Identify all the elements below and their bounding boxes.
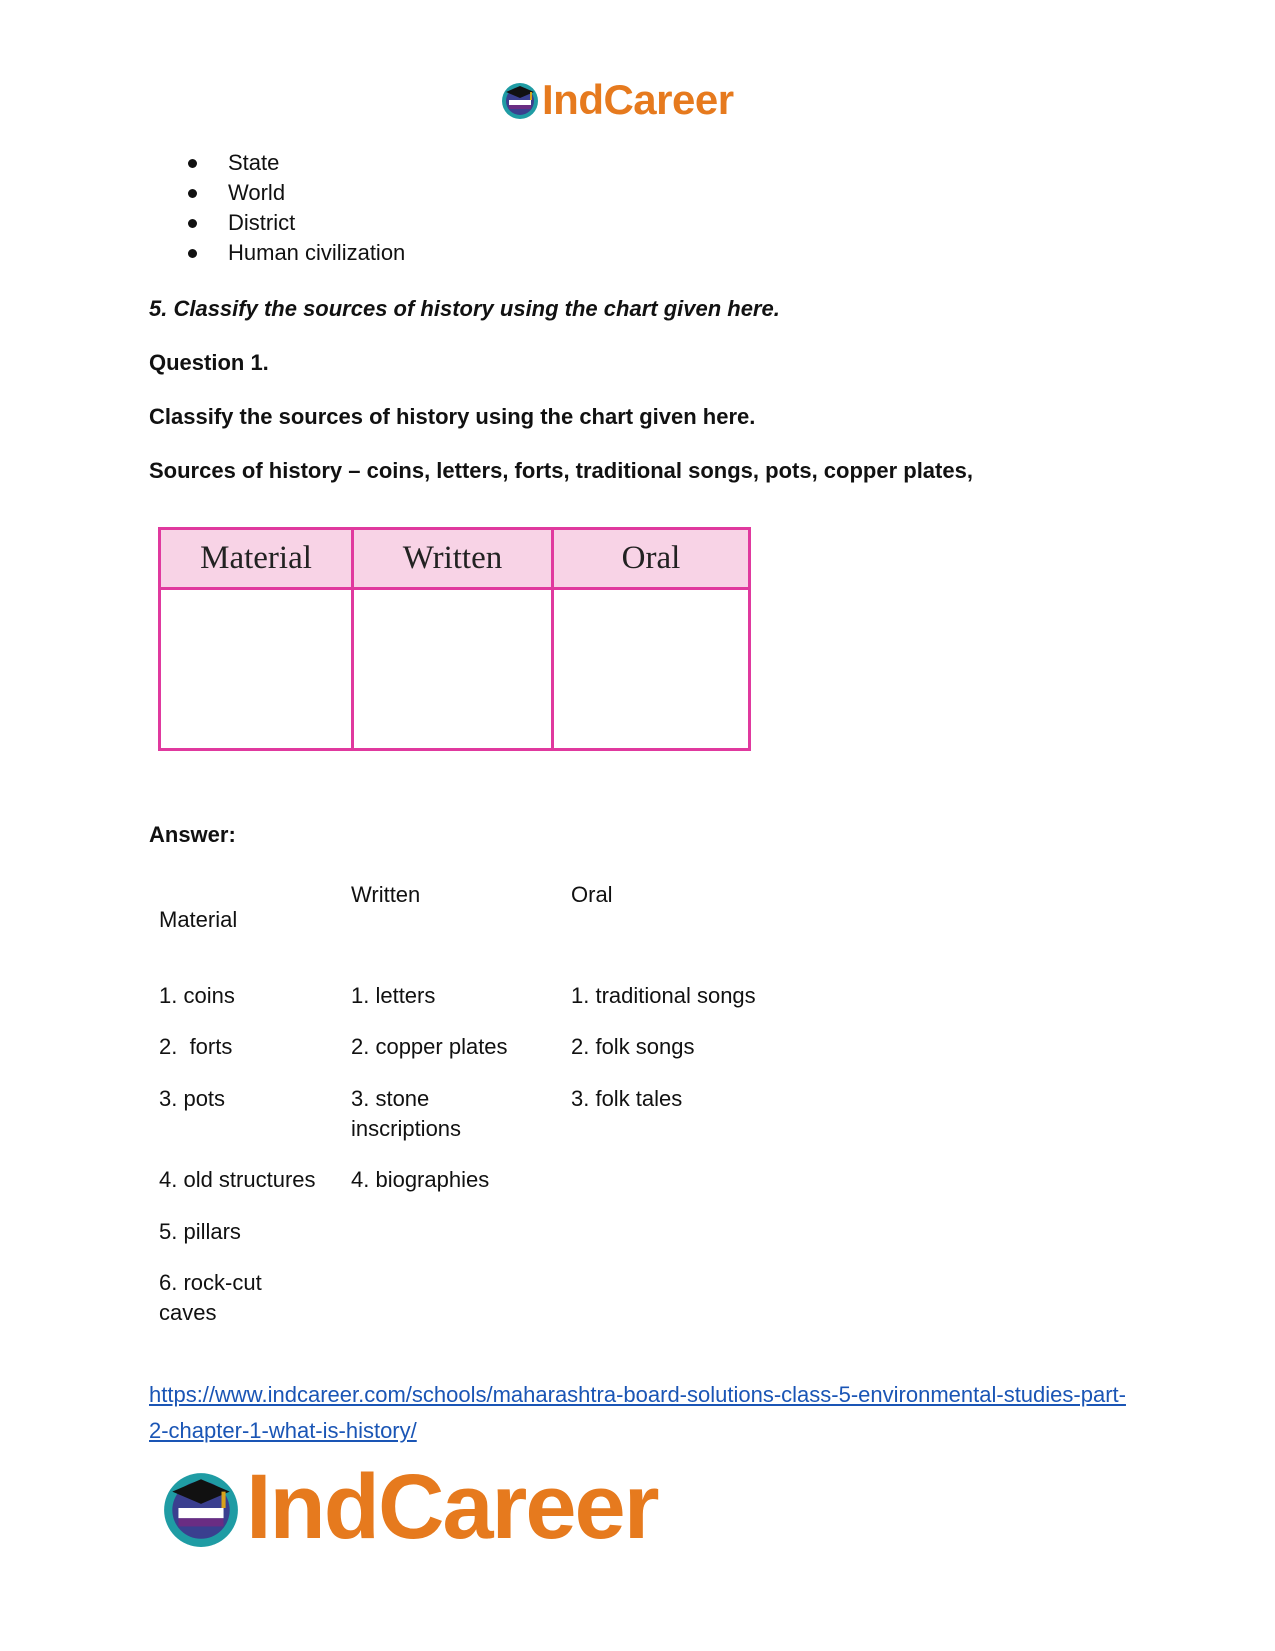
- oral-item: 1. traditional songs: [571, 983, 756, 1008]
- chart-header-material: Material: [160, 529, 353, 589]
- classification-chart: [158, 527, 751, 751]
- indcareer-logo-bottom: [160, 1455, 658, 1560]
- list-item: Human civilization: [188, 238, 405, 268]
- material-item: 3. pots: [159, 1086, 226, 1111]
- chart-cell-material: [160, 589, 353, 750]
- answer-header-oral: Oral: [571, 882, 613, 907]
- question-number: Question 1.: [149, 350, 269, 375]
- material-item: 1. coins: [159, 983, 235, 1008]
- answer-header-material: Material: [159, 907, 238, 932]
- source-link[interactable]: https://www.indcareer.com/schools/maharashtra-board-solutions-class-5-environmental-studies-part-2-chapter-1-what-is-history/: [149, 1382, 1126, 1443]
- list-item: State: [188, 148, 405, 178]
- oral-item: 2. folk songs: [571, 1034, 695, 1059]
- oral-item: 3. folk tales: [571, 1086, 683, 1111]
- answer-header-written: Written: [351, 882, 421, 907]
- question-text: Classify the sources of history using the chart given here.: [149, 404, 756, 429]
- list-item: District: [188, 208, 405, 238]
- sources-line: Sources of history – coins, letters, forts, traditional songs, pots, copper plates,: [149, 458, 973, 483]
- bullet-icon: [188, 159, 197, 168]
- answer-label: Answer:: [149, 822, 236, 847]
- bullet-icon: [188, 189, 197, 198]
- written-item: 4. biographies: [351, 1167, 490, 1192]
- chart-cell-oral: [553, 589, 750, 750]
- written-item: 3. stone inscriptions: [351, 1086, 462, 1141]
- logo-text: IndCareer: [246, 1456, 658, 1558]
- chart-cell-written: [353, 589, 553, 750]
- chart-header-oral: Oral: [553, 529, 750, 589]
- graduation-book-icon: [160, 1467, 242, 1549]
- material-item: 4. old structures: [159, 1167, 316, 1192]
- bullet-icon: [188, 219, 197, 228]
- list-item: World: [188, 178, 405, 208]
- written-item: 1. letters: [351, 983, 436, 1008]
- graduation-book-icon: [500, 80, 540, 120]
- material-item: 6. rock-cut caves: [159, 1270, 262, 1325]
- logo-text: IndCareer: [542, 76, 734, 123]
- indcareer-logo-top: [500, 76, 734, 124]
- question-heading: 5. Classify the sources of history using the chart given here.: [149, 296, 780, 321]
- bullet-icon: [188, 249, 197, 258]
- material-item: 2. forts: [159, 1034, 233, 1059]
- written-item: 2. copper plates: [351, 1034, 508, 1059]
- chart-header-written: Written: [353, 529, 553, 589]
- material-item: 5. pillars: [159, 1219, 241, 1244]
- region-list: [188, 148, 405, 268]
